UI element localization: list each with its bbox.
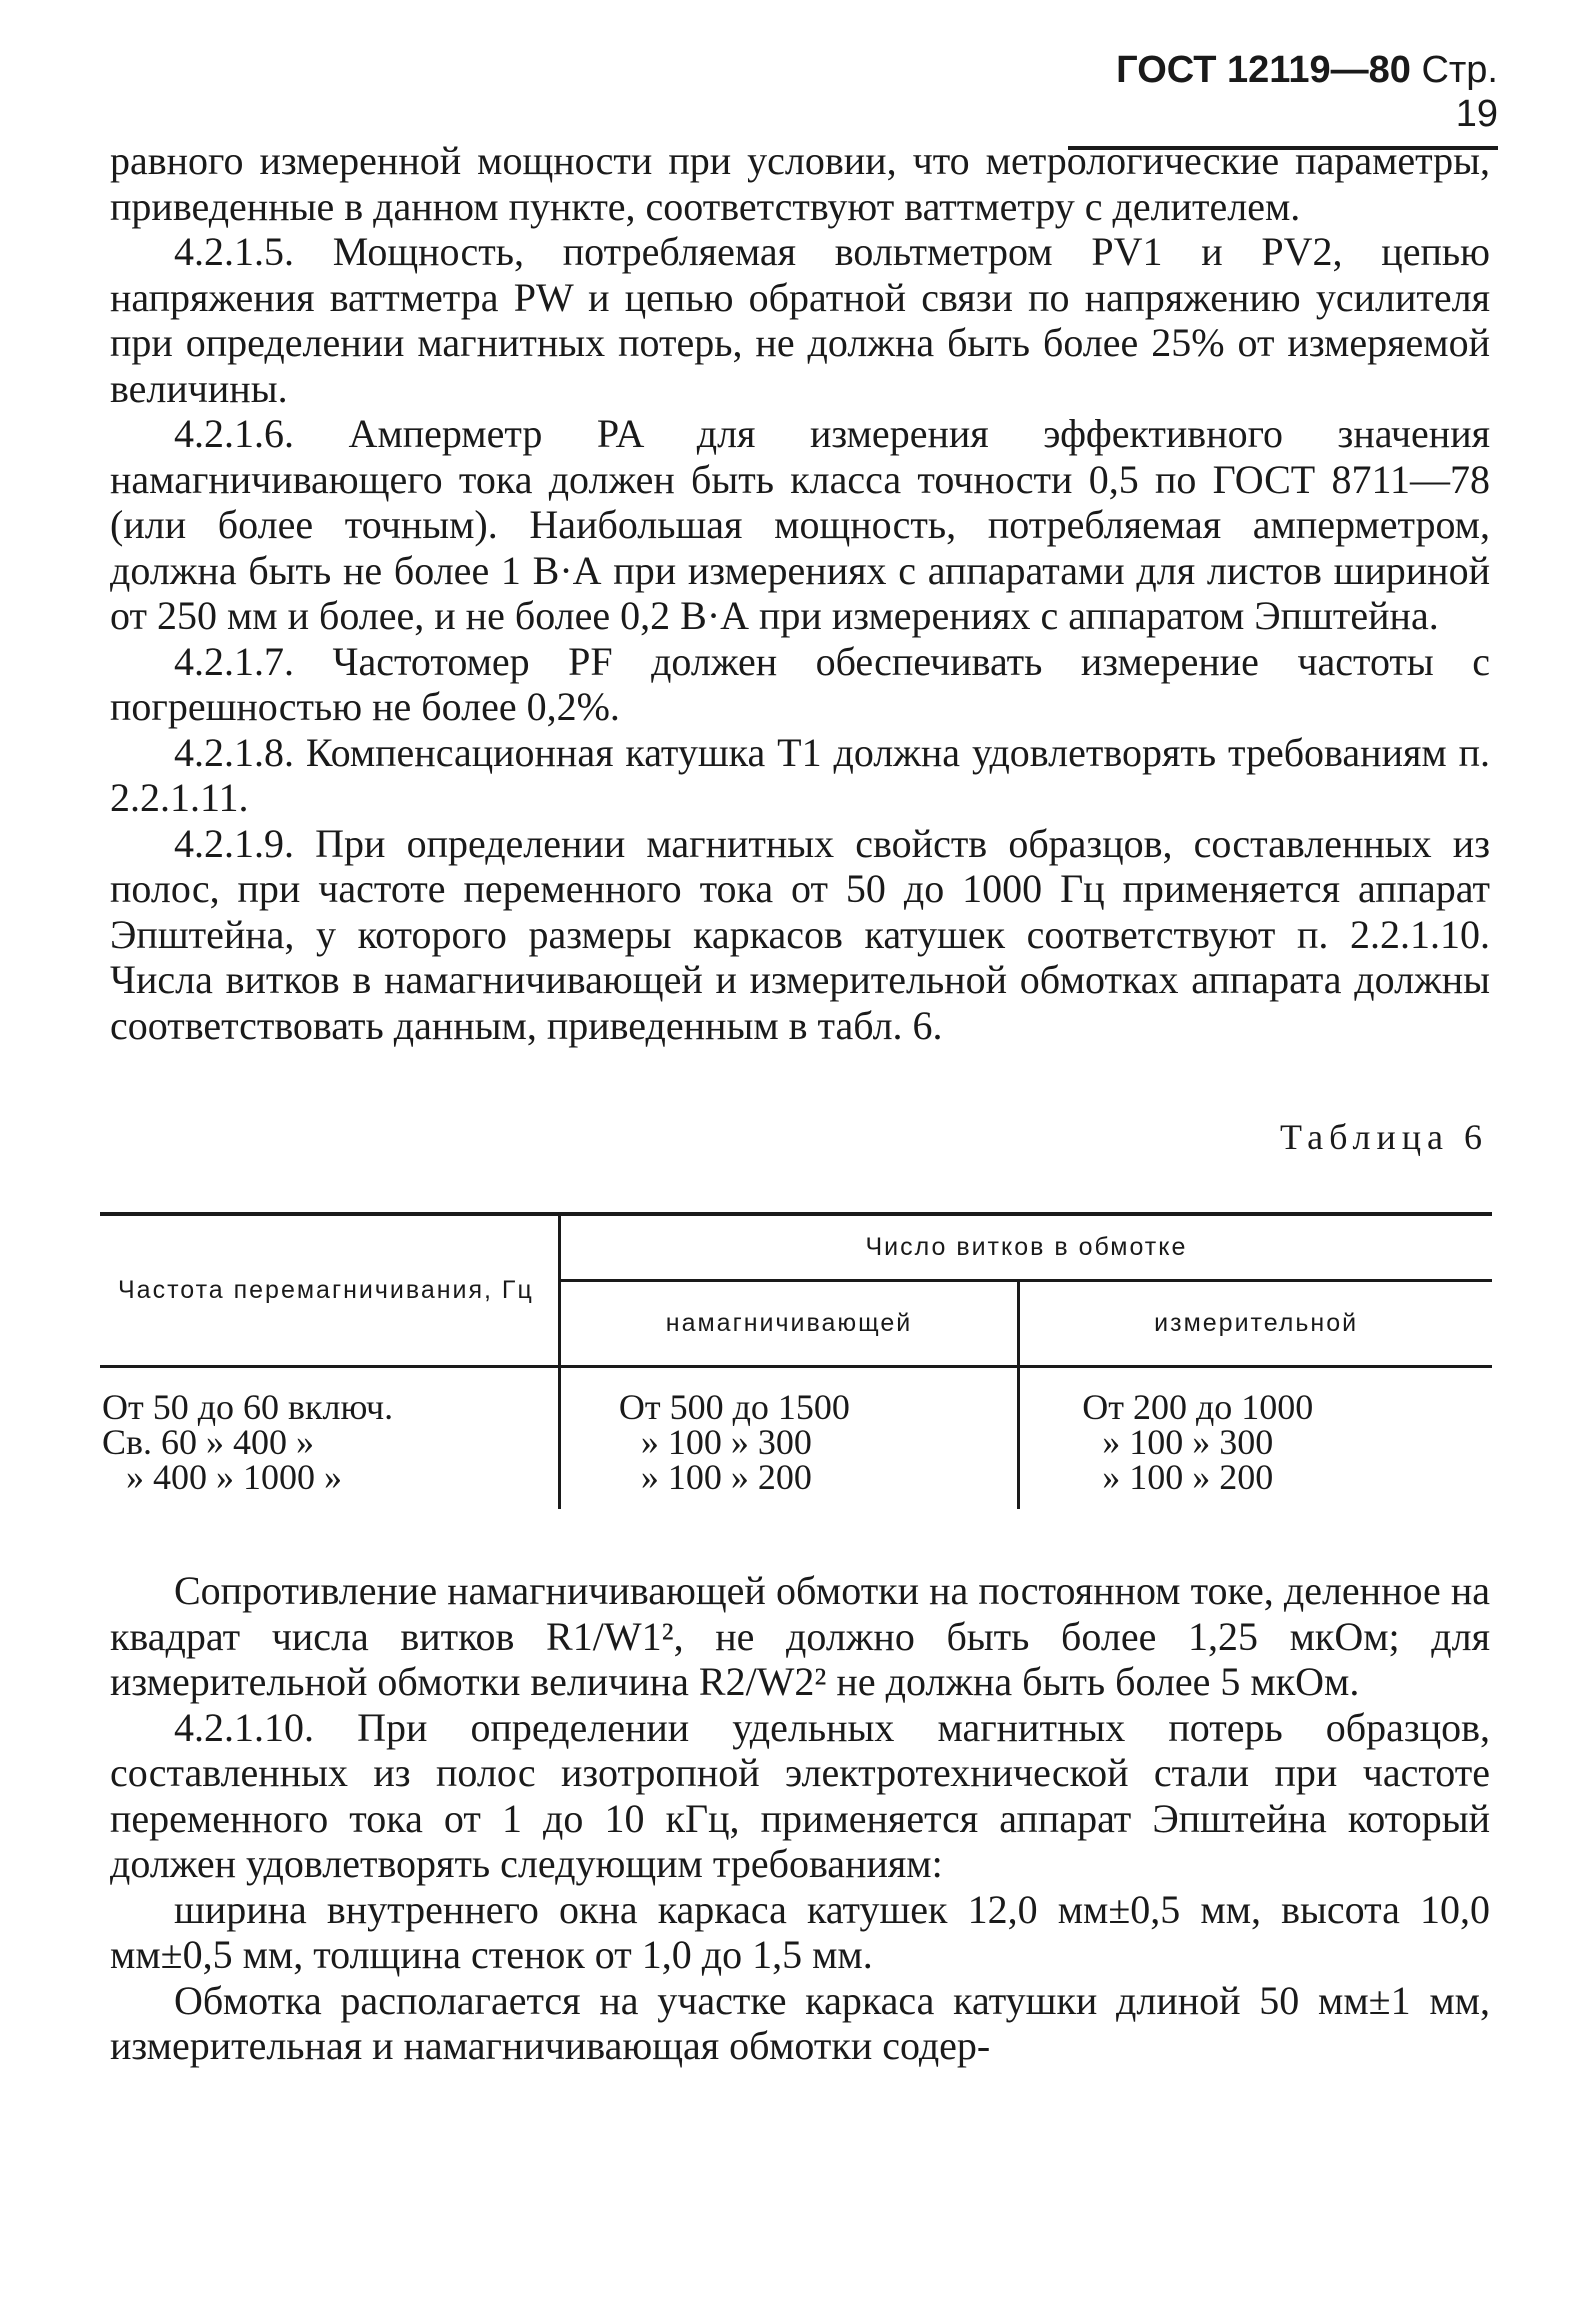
cell-measuring: » 100 » 200	[1019, 1460, 1492, 1495]
cell-magnetizing: От 500 до 1500	[559, 1390, 1018, 1425]
paragraph-4-2-1-10: 4.2.1.10. При определении удельных магнитных потерь образцов, составленных из полос изотропной электротехнической стали при частоте переменного тока от 1 до 10 кГц, применяется аппарат Эпштейна который должен удовлетворять следующим требованиям:	[110, 1704, 1490, 1886]
header-magnetizing: намагничивающей	[559, 1281, 1018, 1367]
paragraph-4-2-1-6: 4.2.1.6. Амперметр PA для измерения эффективного значения намагничивающего тока должен быть класса точности 0,5 по ГОСТ 8711—78 (или более точным). Наибольшая мощность, потребляемая амперметром, должна быть не более 1 В·А при измерениях с аппаратами для листов шириной от 250 мм и более, и не более 0,2 В·А при измерениях с аппаратом Эпштейна.	[110, 411, 1490, 638]
header-windings-group: Число витков в обмотке	[559, 1214, 1492, 1281]
page-number: Стр. 19	[1421, 49, 1498, 135]
paragraph-4-2-1-5: 4.2.1.5. Мощность, потребляемая вольтметром PV1 и PV2, цепью напряжения ваттметра PW и цепью обратной связи по напряжению усилителя при определении магнитных потерь, не должна быть более 25% от измеряемой величины.	[110, 229, 1490, 411]
cell-measuring: » 100 » 300	[1019, 1425, 1492, 1460]
paragraph-resistance: Сопротивление намагничивающей обмотки на постоянном токе, деленное на квадрат числа витков R1/W1², не должно быть более 1,25 мкОм; для измерительной обмотки величина R2/W2² не должна быть более 5 мкОм.	[110, 1568, 1490, 1704]
table-caption: Таблица 6	[1280, 1117, 1488, 1157]
header-frequency: Частота перемагничивания, Гц	[100, 1214, 559, 1367]
table-spacer-row	[100, 1495, 1492, 1509]
cell-frequency: » 400 » 1000 »	[126, 1457, 342, 1497]
paragraph-window-dimensions: ширина внутреннего окна каркаса катушек 12,0 мм±0,5 мм, высота 10,0 мм±0,5 мм, толщина стенок от 1,0 до 1,5 мм.	[110, 1886, 1490, 1977]
table-row	[100, 1460, 1492, 1495]
paragraph-4-2-1-7: 4.2.1.7. Частотомер PF должен обеспечивать измерение частоты с погрешностью не более 0,2%.	[110, 638, 1490, 729]
body-text-bottom	[110, 1568, 1490, 2069]
table-row	[100, 1425, 1492, 1460]
cell-magnetizing: » 100 » 300	[559, 1425, 1018, 1460]
cell-frequency: От 50 до 60 включ.	[102, 1387, 394, 1427]
standard-number: ГОСТ 12119—80	[1116, 49, 1411, 91]
cell-measuring: От 200 до 1000	[1019, 1390, 1492, 1425]
body-text-top	[110, 138, 1490, 1048]
windings-table	[100, 1212, 1492, 1509]
page-header	[1068, 48, 1498, 150]
cell-magnetizing: » 100 » 200	[559, 1460, 1018, 1495]
cell-frequency: Св. 60 » 400 »	[102, 1422, 315, 1462]
paragraph-continuation: равного измеренной мощности при условии, что метрологические параметры, приведенные в данном пункте, соответствуют ваттметру с делителем.	[110, 138, 1490, 229]
header-measuring: измерительной	[1019, 1281, 1492, 1367]
paragraph-4-2-1-8: 4.2.1.8. Компенсационная катушка T1 должна удовлетворять требованиям п. 2.2.1.11.	[110, 729, 1490, 820]
paragraph-4-2-1-9: 4.2.1.9. При определении магнитных свойств образцов, составленных из полос, при частоте переменного тока от 50 до 1000 Гц применяется аппарат Эпштейна, у которого размеры каркасов катушек соответствуют п. 2.2.1.10. Числа витков в намагничивающей и измерительной обмотках аппарата должны соответствовать данным, приведенным в табл. 6.	[110, 820, 1490, 1048]
paragraph-winding: Обмотка располагается на участке каркаса катушки длиной 50 мм±1 мм, измерительная и намагничивающая обмотки содер-	[110, 1977, 1490, 2068]
table-row	[100, 1390, 1492, 1425]
